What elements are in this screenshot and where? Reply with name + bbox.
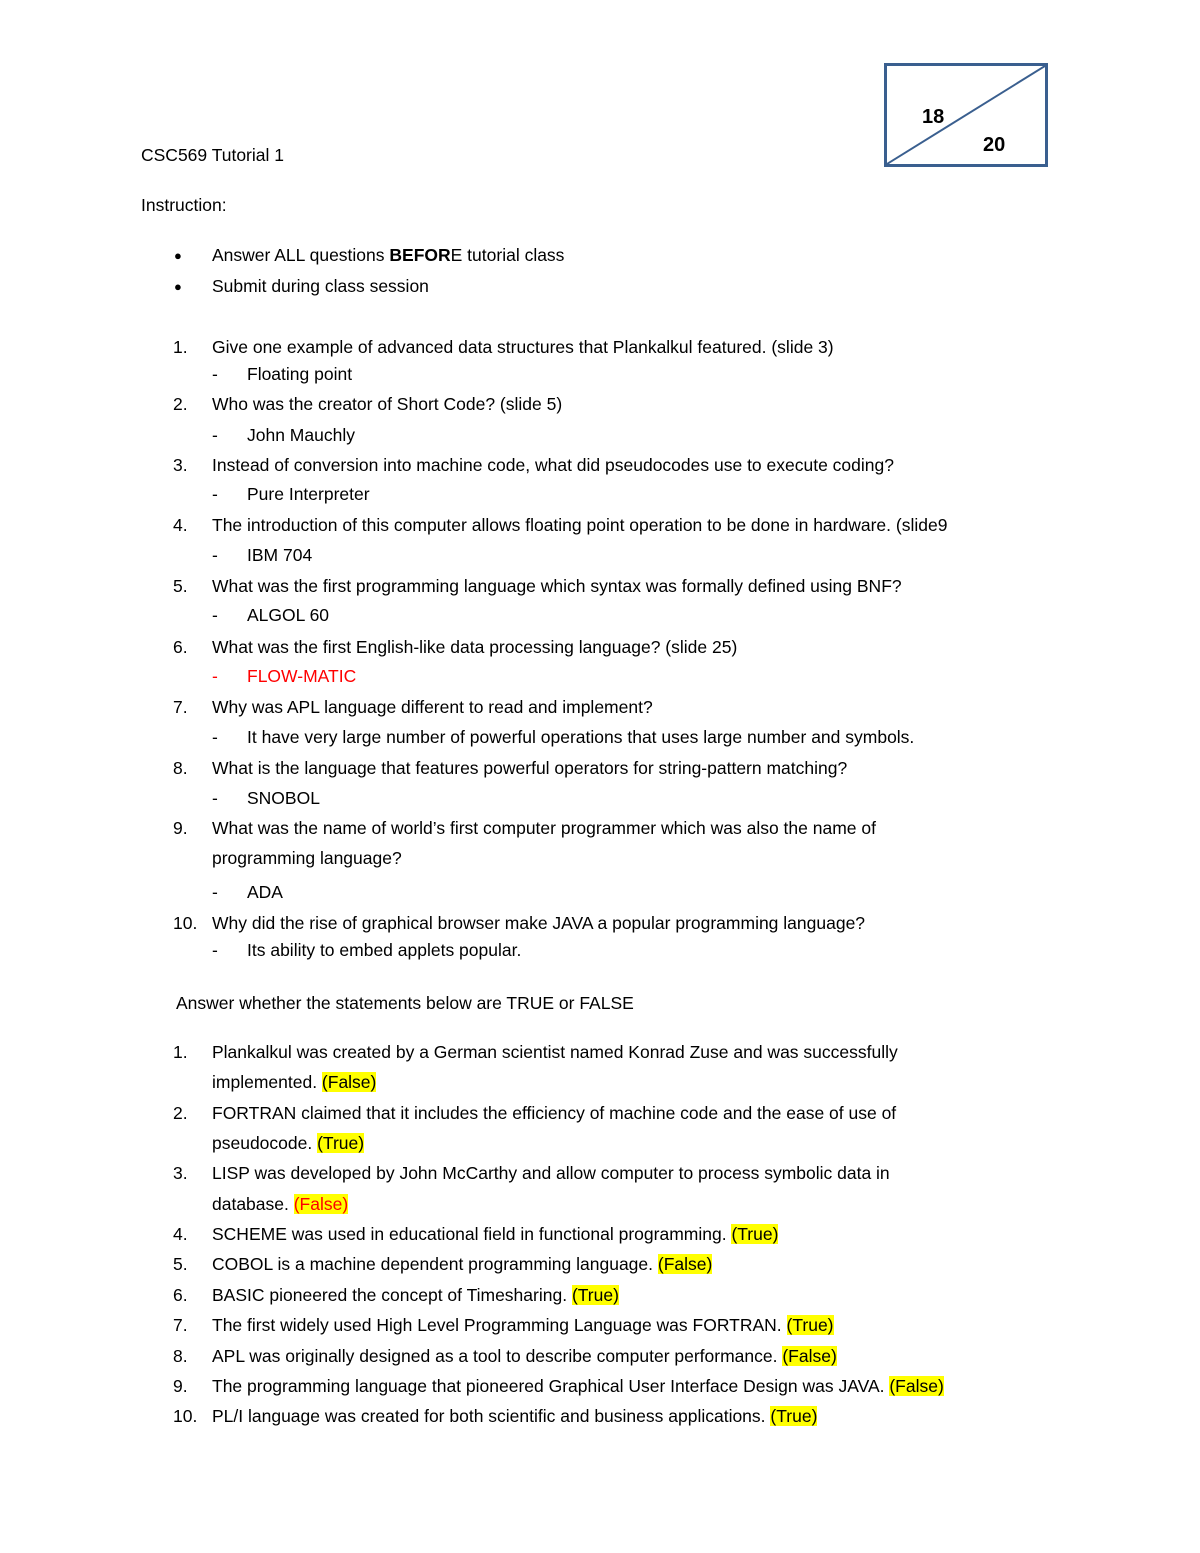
tf-statement: Plankalkul was created by a German scientist named Konrad Zuse and was successfully — [212, 1042, 898, 1062]
tf-statement: SCHEME was used in educational field in functional programming. — [212, 1224, 732, 1244]
bullet-icon: ● — [174, 248, 182, 263]
tf-number: 1. — [173, 1042, 188, 1062]
tf-number: 5. — [173, 1254, 188, 1274]
question-text: What was the name of world’s first computer programmer which was also the name of — [212, 818, 876, 838]
instruction-bold-text: BEFOR — [389, 245, 451, 265]
answer-dash: - — [212, 727, 218, 747]
answer-dash: - — [212, 940, 218, 960]
tf-answer: (True) — [770, 1406, 818, 1426]
tf-statement: FORTRAN claimed that it includes the efficiency of machine code and the ease of use of — [212, 1103, 897, 1123]
instruction-item — [212, 276, 429, 297]
tf-number: 3. — [173, 1163, 188, 1183]
tf-statement: The programming language that pioneered Graphical User Interface Design was JAVA. — [212, 1376, 890, 1396]
tf-answer: (False) — [321, 1072, 377, 1092]
question-text: Why was APL language different to read and implement? — [212, 697, 653, 717]
tf-statement-line — [212, 1194, 348, 1215]
tf-statement-line — [212, 1133, 364, 1154]
tf-answer: (False) — [889, 1376, 944, 1396]
tf-statement: APL was originally designed as a tool to describe computer performance. — [212, 1346, 783, 1366]
question-number: 6. — [173, 637, 188, 657]
question-number: 9. — [173, 818, 188, 838]
answer-text: It have very large number of powerful operations that uses large number and symbols. — [247, 727, 915, 747]
instruction-text: E tutorial class — [450, 245, 565, 265]
answer-text: ALGOL 60 — [247, 605, 330, 625]
answer-text: IBM 704 — [247, 545, 313, 565]
tf-answer: (True) — [731, 1224, 779, 1244]
bullet-icon: ● — [174, 279, 182, 294]
tf-number: 10. — [173, 1406, 198, 1426]
instruction-text: Answer ALL questions — [212, 245, 390, 265]
answer-dash: - — [212, 484, 218, 504]
tf-statement: The first widely used High Level Programming Language was FORTRAN. — [212, 1315, 787, 1335]
tf-statement-line — [212, 1224, 778, 1245]
tf-statement-line — [212, 1315, 834, 1336]
document-title: CSC569 Tutorial 1 — [141, 145, 284, 165]
score-obtained: 18 — [922, 106, 945, 128]
answer-dash: - — [212, 425, 218, 445]
tf-statement-line — [212, 1406, 817, 1427]
instruction-item — [212, 245, 564, 266]
instruction-text: Submit during class session — [212, 276, 429, 296]
tf-statement: PL/I language was created for both scientific and business applications. — [212, 1406, 771, 1426]
tf-number: 4. — [173, 1224, 188, 1244]
answer-dash: - — [212, 788, 218, 808]
question-number: 1. — [173, 337, 188, 357]
instruction-label: Instruction: — [141, 195, 227, 215]
question-number: 4. — [173, 515, 188, 535]
tf-answer: (False) — [657, 1254, 713, 1274]
question-text: The introduction of this computer allows floating point operation to be done in hardware. (slide9 — [212, 515, 948, 535]
question-number: 5. — [173, 576, 188, 596]
tf-answer: (True) — [317, 1133, 365, 1153]
question-number: 10. — [173, 913, 198, 933]
question-text: What is the language that features powerful operators for string-pattern matching? — [212, 758, 848, 778]
answer-text: FLOW-MATIC — [247, 666, 357, 686]
question-text: What was the first English-like data processing language? (slide 25) — [212, 637, 738, 657]
tf-statement-continued: implemented. — [212, 1072, 322, 1092]
answer-text: SNOBOL — [247, 788, 320, 808]
question-text: What was the first programming language which syntax was formally defined using BNF? — [212, 576, 902, 596]
score-divider-line — [887, 66, 1045, 164]
answer-dash: - — [212, 364, 218, 384]
answer-dash: - — [212, 666, 218, 686]
question-number: 8. — [173, 758, 188, 778]
question-number: 3. — [173, 455, 188, 475]
tf-statement-continued: pseudocode. — [212, 1133, 318, 1153]
question-text-continued: programming language? — [212, 848, 402, 868]
question-number: 7. — [173, 697, 188, 717]
tf-statement-continued: database. — [212, 1194, 294, 1214]
answer-text: Its ability to embed applets popular. — [247, 940, 522, 960]
tf-statement: BASIC pioneered the concept of Timesharing. — [212, 1285, 572, 1305]
tf-statement-line — [212, 1072, 376, 1093]
answer-dash: - — [212, 605, 218, 625]
tf-statement-line — [212, 1376, 944, 1397]
tf-statement-line — [212, 1254, 712, 1275]
tf-answer: (True) — [786, 1315, 834, 1335]
answer-text: Pure Interpreter — [247, 484, 370, 504]
answer-text: Floating point — [247, 364, 353, 384]
question-text: Why did the rise of graphical browser make JAVA a popular programming language? — [212, 913, 866, 933]
question-text: Who was the creator of Short Code? (slide 5) — [212, 394, 563, 414]
question-text: Instead of conversion into machine code, what did pseudocodes use to execute coding? — [212, 455, 894, 475]
tf-number: 9. — [173, 1376, 188, 1396]
question-number: 2. — [173, 394, 188, 414]
tf-number: 6. — [173, 1285, 188, 1305]
tf-statement-line — [212, 1285, 619, 1306]
tf-statement-line — [212, 1346, 837, 1367]
tf-statement: LISP was developed by John McCarthy and allow computer to process symbolic data in — [212, 1163, 890, 1183]
answer-dash: - — [212, 545, 218, 565]
tf-answer: (False) — [293, 1194, 349, 1214]
answer-text: John Mauchly — [247, 425, 355, 445]
score-box — [884, 63, 1048, 167]
question-text: Give one example of advanced data structures that Plankalkul featured. (slide 3) — [212, 337, 834, 357]
answer-dash: - — [212, 882, 218, 902]
tf-number: 8. — [173, 1346, 188, 1366]
tf-number: 7. — [173, 1315, 188, 1335]
score-total: 20 — [983, 134, 1006, 156]
tf-statement: COBOL is a machine dependent programming language. — [212, 1254, 658, 1274]
answer-text: ADA — [247, 882, 283, 902]
tf-heading: Answer whether the statements below are TRUE or FALSE — [176, 993, 634, 1013]
tf-number: 2. — [173, 1103, 188, 1123]
tf-answer: (True) — [571, 1285, 619, 1305]
tf-answer: (False) — [782, 1346, 837, 1366]
